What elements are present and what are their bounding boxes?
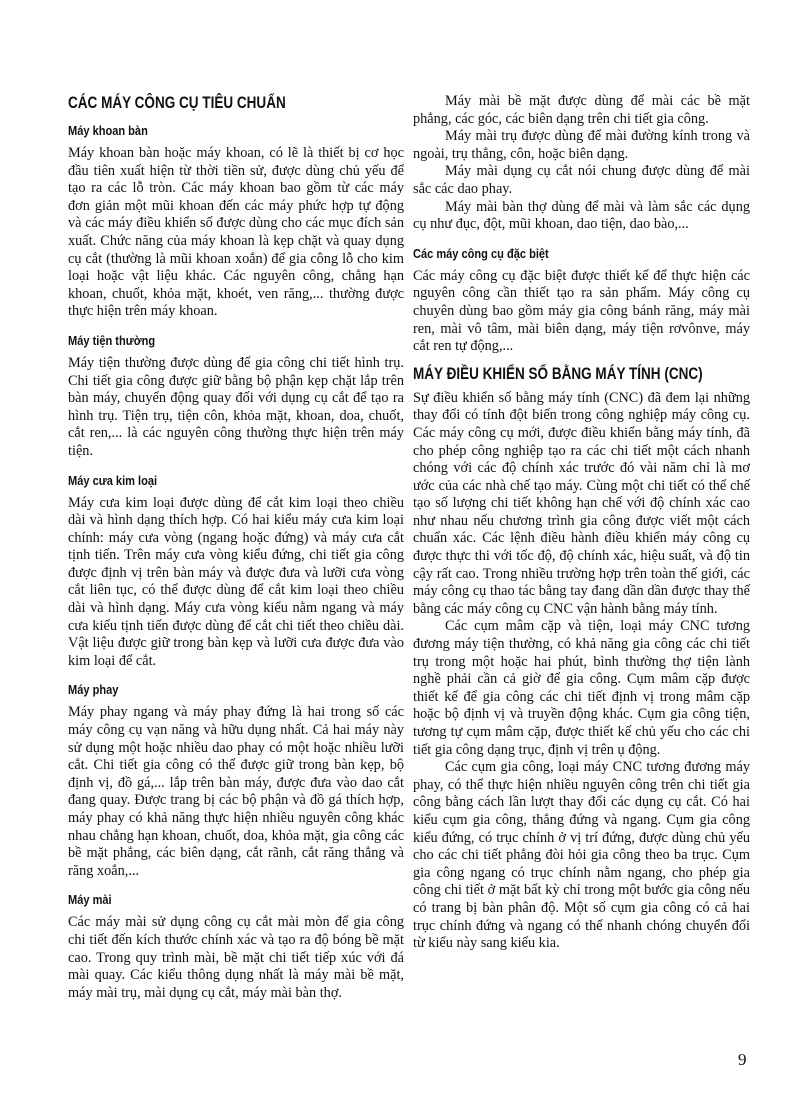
subheading-milling: Máy phay bbox=[68, 682, 119, 698]
page-number: 9 bbox=[738, 1050, 747, 1069]
paragraph-milling: Máy phay ngang và máy phay đứng là hai trong số các máy công cụ vạn năng và hữu dụng nhất. Cả hai máy này sử dụng một hoặc nhiều dao phay có một hoặc nhiều lưỡi cắt. Chi tiết gia công có thể được giữ trong bàn kẹp, bộ định vị, đồ gá,... lắp trên bàn máy, được đưa vào dao cắt đang quay. Được trang bị các bộ phận và đồ gá thích hợp, máy phay có khả năng thực hiện nhiều nguyên công khác nhau chẳng hạn khoan, chuốt, doa, khỏa mặt, gia công các bề mặt phẳng, các biên dạng, cắt rãnh, cắt răng thẳng và răng xoắn,... bbox=[68, 704, 404, 879]
section-heading-standard-tools: CÁC MÁY CÔNG CỤ TIÊU CHUẨN bbox=[68, 94, 286, 112]
paragraph-cnc-intro: Sự điều khiển số bằng máy tính (CNC) đã đem lại những thay đổi có tính đột biến trong công nghiệp máy công cụ. Các máy công cụ mới, được điều khiển bằng máy tính, đã cho phép công nghiệp tạo ra các chi tiết một cách nhanh chóng với các độ chính xác trước đó vài năm chỉ là mơ ước của các nhà chế tạo máy. Cùng một chi tiết có thể chế tạo số lượng chi tiết không hạn chế với độ chính xác cao như nhau nếu chương trình gia công được viết một cách chuẩn xác. Các lệnh điều hành điều khiển máy công cụ được thực thi với tốc độ, độ chính xác, hiệu suất, và độ tin cậy rất cao. Trong nhiều trường hợp trên toàn thế giới, các máy công cụ thao tác bằng tay đang dần dần được thay thế bằng các máy công cụ CNC vận hành bằng máy tính. bbox=[413, 389, 750, 617]
paragraph-cnc-machining-center: Các cụm gia công, loại máy CNC tương đương máy phay, có thể thực hiện nhiều nguyên công trên chi tiết gia công bằng cách lần lượt thay đổi các dụng cụ cắt. Có hai kiểu cụm gia công, thẳng đứng và ngang. Cụm gia công kiểu đứng, có trục chính ở vị trí đứng, được dùng chủ yếu cho các chi tiết phẳng đòi hỏi gia công theo ba trục. Cụm gia công ngang có trục chính nằm ngang, cho phép gia công chi tiết ở mặt bất kỳ chỉ trong một bước gia công nếu có trang bị bàn phân độ. Một số cụm gia công có cả hai trục chính đứng và ngang có thể nhanh chóng chuyển đổi từ kiểu này sang kiểu kia. bbox=[413, 759, 750, 952]
paragraph-drill-press: Máy khoan bàn hoặc máy khoan, có lẽ là thiết bị cơ học đầu tiên xuất hiện từ thời tiền sử, được dùng chủ yếu để tạo ra các lỗ tròn. Các máy khoan bao gồm từ các máy đơn giản một mũi khoan đến các máy phức hợp tự động và các máy điều khiển số được dùng cho các mục đích sản xuất. Chức năng của máy khoan là kẹp chặt và quay dụng cụ cắt (thường là mũi khoan xoắn) để gia công lỗ cho kim loại hoặc vật liệu khác. Các nguyên công, chẳng hạn khoan, chuốt, khỏa mặt, khoét, ven răng,... thường được thực hiện trên máy khoan. bbox=[68, 145, 404, 320]
paragraph-cylindrical-grinder: Máy mài trụ được dùng để mài đường kính trong và ngoài, trụ thẳng, côn, hoặc biên dạng. bbox=[413, 128, 750, 162]
right-column bbox=[413, 93, 750, 953]
paragraph-surface-grinder: Máy mài bề mặt được dùng để mài các bề mặt phẳng, các góc, các biên dạng trên chi tiết gia công. bbox=[413, 93, 750, 127]
subheading-grinding: Máy mài bbox=[68, 892, 112, 908]
paragraph-tool-grinder: Máy mài dụng cụ cắt nói chung được dùng để mài sắc các dao phay. bbox=[413, 163, 750, 197]
subheading-special-tools: Các máy công cụ đặc biệt bbox=[413, 245, 549, 261]
left-column bbox=[68, 93, 404, 1002]
paragraph-metal-saw: Máy cưa kim loại được dùng để cắt kim loại theo chiều dài và hình dạng thích hợp. Có hai kiểu máy cưa kim loại chính: máy cưa vòng (ngang hoặc đứng) và máy cưa cắt tịnh tiến. Trên máy cưa vòng kiểu đứng, chi tiết gia công được định vị trên bàn máy và được đưa và lưỡi cưa vòng cắt liên tục, có thể được dùng để cắt kim loại theo chiều dài và hình dạng. Máy cưa vòng kiểu nằm ngang và máy cưa kiểu tịnh tiến được dùng để cắt chi tiết theo chiều dài. Vật liệu được giữ trong bàn kẹp và lưỡi cưa được đưa vào kim loại để cắt. bbox=[68, 494, 404, 669]
subheading-metal-saw: Máy cưa kim loại bbox=[68, 472, 158, 488]
paragraph-lathe: Máy tiện thường được dùng để gia công chi tiết hình trụ. Chi tiết gia công được giữ bằng bộ phận kẹp chặt lắp trên bàn máy, chuyển động quay đối với dụng cụ cắt để tạo ra hình trụ. Tiện trụ, tiện côn, khỏa mặt, khoan, doa, chuốt, cắt ren,... là các nguyên công thường thực hiện trên máy tiện. bbox=[68, 354, 404, 459]
subheading-lathe: Máy tiện thường bbox=[68, 332, 156, 348]
paragraph-special-tools: Các máy công cụ đặc biệt được thiết kế để thực hiện các nguyên công cần thiết tạo ra sản phẩm. Máy công cụ chuyên dùng bao gồm máy gia công bánh răng, máy mài ren, mài vô tâm, mài biên dạng, máy tiện rơvônve, máy cắt ren tự động,... bbox=[413, 267, 750, 355]
subheading-drill-press: Máy khoan bàn bbox=[68, 123, 148, 138]
paragraph-grinding: Các máy mài sử dụng công cụ cắt mài mòn để gia công chi tiết đến kích thước chính xác và tạo ra độ bóng bề mặt cao. Trong quy trình mài, bề mặt chi tiết tiếp xúc với đá mài quay. Các kiểu thông dụng nhất là máy mài bề mặt, máy mài trụ, mài dụng cụ cắt, máy mài bàn thợ. bbox=[68, 914, 404, 1001]
section-heading-cnc: MÁY ĐIỀU KHIỂN SỐ BẰNG MÁY TÍNH (CNC) bbox=[413, 364, 703, 383]
paragraph-cnc-chucker: Các cụm mâm cặp và tiện, loại máy CNC tương đương máy tiện thường, có khả năng gia công các chi tiết trụ trong một hoặc hai phút, bình thường thợ tiện lành nghề phải cần cả giờ để gia công. Cụm mâm cặp được thiết kế để gia công các chi tiết định vị trong mâm cặp hoặc bộ định vị và truyền động khác. Cụm gia công tiện, tương tự cụm mâm cặp, được thiết kế chủ yếu cho các chi tiết gia công dạng trục, định vị trên ụ động. bbox=[413, 618, 750, 758]
paragraph-bench-grinder: Máy mài bàn thợ dùng để mài và làm sắc các dụng cụ như đục, đột, mũi khoan, dao tiện, dao bào,... bbox=[413, 198, 750, 233]
